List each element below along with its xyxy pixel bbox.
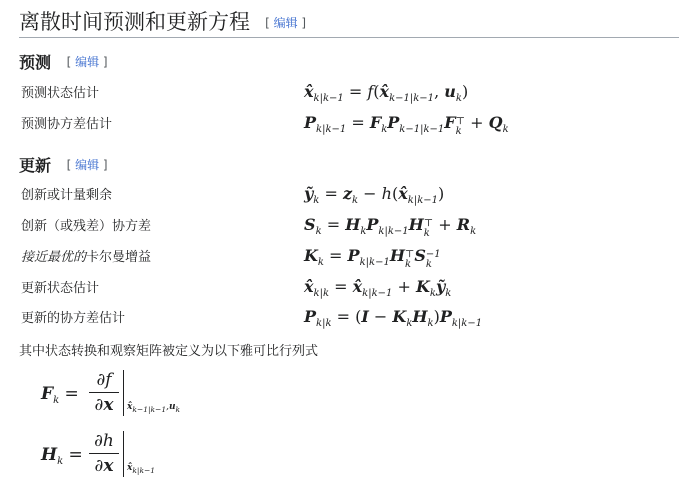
- update-edit-link[interactable]: 编辑: [75, 158, 100, 172]
- kalman-gain-label-rest: 卡尔曼增益: [86, 250, 152, 265]
- update-title: 更新: [19, 156, 52, 175]
- updated-covariance-equation: $P_{k|k} = (I - K_kH_k)P_{k|k-1}$: [304, 307, 483, 329]
- predicted-state-equation: $x̂_{k|k-1}$ = $f(x̂_{k-1|k-1}$, $u_k$): [304, 82, 469, 104]
- innovation-covariance-equation: $S_k = H_kP_{k|k-1}H$ ⊤ k + $R_k$: [304, 215, 477, 239]
- edit-section-link[interactable]: 编辑: [273, 16, 298, 30]
- predicted-covariance-equation: $P_{k|k-1} = F_kP_{k-1|k-1}F$ ⊤ k + $Q_k$: [304, 113, 509, 137]
- predict-title: 预测: [19, 53, 52, 72]
- updated-covariance-label: 更新的协方差估计: [21, 311, 126, 326]
- predict-edit-wrapper: [ 编辑 ]: [66, 55, 108, 69]
- updated-state-equation: $x̂_{k|k}$ = $x̂_{k|k-1}$ + $K_kỹ_k$: [304, 277, 452, 299]
- jacobian-description: 其中状态转换和观察矩阵被定义为以下雅可比行列式: [19, 344, 319, 359]
- predict-heading: [19, 53, 108, 74]
- innovation-covariance-label: 创新（或残差）协方差: [21, 219, 152, 234]
- predicted-covariance-label: 预测协方差估计: [21, 117, 113, 132]
- content: 离散时间预测和更新方程 [ 编辑 ] 预测 [ 编辑 ] 预测状态估计 $x̂_{k|k-1}$ = $f(x̂_{k-1|k-1}$, $u_k$) 预测协方差估计 $P_{k|k-1} = F_kP_{k-1|k-1}F$ ⊤ k + $Q_k$ 更新 [ 编辑 ] 创新或计量剩余 ỹ$_k$ = $z_k$ − $h(x̂_{k|k-1})$ 创新（或残差）协方差 $S_k = H_kP_{k|k-1}H$ ⊤ k + $R_k$ 接近最优的卡尔曼增益 $K_k = P_{k|k-1}H$ ⊤ k S −1 k 更新状态估计 $x̂_{k|k}$ = $x̂_{k|k-1}$ + $K_kỹ_k$ 更新的协方差估计 $P_{k|k} = (I - K_kH_k)P_{k|k-1}$ 其中状态转换和观察矩阵被定义为以下雅可比行列式 $F_k$ = ∂f ∂x $x̂_{k-1|k-1},u_k$ $H_k$ = ∂h ∂x $x̂_{k|k-1}$: [19, 0, 683, 494]
- update-edit-wrapper: [ 编辑 ]: [66, 158, 108, 172]
- section-title: 离散时间预测和更新方程: [19, 10, 250, 34]
- edit-section-link-wrapper: [ 编辑 ]: [265, 16, 307, 30]
- predict-edit-link[interactable]: 编辑: [75, 55, 100, 69]
- innovation-equation: ỹ$_k$ = $z_k$ − $h(x̂_{k|k-1})$: [304, 184, 445, 206]
- section-heading: [19, 7, 679, 38]
- updated-state-label: 更新状态估计: [21, 281, 100, 296]
- kalman-gain-equation: $K_k = P_{k|k-1}H$ ⊤ k S −1 k: [304, 246, 441, 270]
- predicted-state-label: 预测状态估计: [21, 86, 100, 101]
- innovation-label: 创新或计量剩余: [21, 188, 113, 203]
- kalman-gain-label-italic: 接近最优的: [21, 250, 87, 265]
- update-heading: [19, 156, 108, 177]
- kalman-gain-label: [21, 249, 151, 267]
